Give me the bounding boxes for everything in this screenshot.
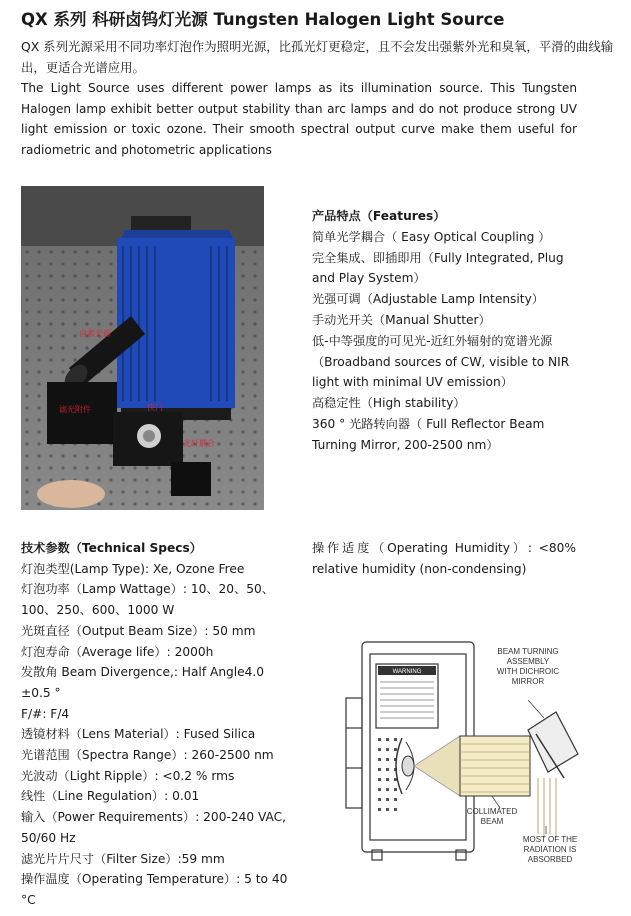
feature-item: 360 ° 光路转向器（ Full Reflector Beam Turning Mirror, 200-2500 nm）: [312, 416, 545, 452]
spec-item: 光波动（Light Ripple）: <0.2 % rms: [21, 768, 235, 783]
feature-item: 完全集成、即插即用（Fully Integrated, Plug and Play System）: [312, 250, 564, 286]
spec-item: 线性（Line Regulation）: 0.01: [21, 789, 200, 804]
spec-item: 光斑直径（Output Beam Size）: 50 mm: [21, 623, 256, 638]
beam-diagram: [332, 638, 594, 870]
feature-item: 高稳定性（High stability）: [312, 396, 466, 411]
feature-item: 低-中等强度的可见光-近红外辐射的宽谱光源（Broadband sources of CW, visible to NIR light with minimal UV emission）: [312, 333, 570, 390]
spec-item: 输入（Power Requirements）: 200-240 VAC, 50/60 Hz: [21, 810, 287, 845]
label-absorbed-3: ABSORBED: [527, 855, 573, 864]
label-collimated-2: BEAM: [480, 817, 504, 826]
photo-label-fiber-coupling: 光纤耦合: [183, 439, 215, 448]
features-heading: 产品特点（Features）: [312, 209, 446, 223]
intro-chinese: QX 系列光源采用不同功率灯泡作为照明光源，比孤光灯更稳定，且不会发出强紫外光和臭氧，平滑的曲线输出，更适合光谱应用。: [21, 39, 614, 75]
spec-item: 滤光片片尺寸（Filter Size）:59 mm: [21, 851, 225, 866]
label-absorbed-2: RADIATION IS: [523, 845, 577, 854]
feature-item: 简单光学耦合（ Easy Optical Coupling ）: [312, 229, 551, 244]
label-beam-turning-3: WITH DICHROIC: [496, 667, 560, 676]
spec-item: 灯泡类型(Lamp Type): Xe, Ozone Free: [21, 561, 245, 576]
feature-item: 手动光开关（Manual Shutter）: [312, 312, 491, 327]
label-absorbed-1: MOST OF THE: [522, 835, 578, 844]
label-collimated-1: COLLIMATED: [466, 807, 518, 816]
spec-item: F/#: F/4: [21, 706, 70, 721]
spec-item: 灯泡寿命（Average life）: 2000h: [21, 644, 214, 659]
specs-section: [21, 538, 293, 911]
warning-label: WARNING: [392, 669, 422, 675]
page-title: QX 系列 科研卤钨灯光源 Tungsten Halogen Light Source: [21, 10, 505, 29]
photo-label-filter: 滤光附件: [59, 405, 91, 414]
product-photo: [21, 186, 264, 510]
label-beam-turning-4: MIRROR: [511, 677, 545, 686]
feature-item: 光强可调（Adjustable Lamp Intensity）: [312, 292, 544, 307]
spec-item: 操作温度（Operating Temperature）: 5 to 40 °C: [21, 872, 288, 907]
photo-label-light-source: 卤素光源: [79, 329, 111, 338]
intro-english: The Light Source uses different power lamps as its illumination source. This Tungsten Halogen lamp exhibit better output stability than arc lamps and do not produce strong UV light emission or toxic ozone. Their smooth spectral output curve make them useful for radiometric and photometric applications: [21, 81, 577, 157]
label-beam-turning-1: BEAM TURNING: [497, 647, 559, 656]
spec-item: 透镜材料（Lens Material）: Fused Silica: [21, 727, 256, 742]
humidity-spec: 操作适度（Operating Humidity）: <80% relative humidity (non-condensing): [312, 541, 576, 576]
features-section: [312, 206, 576, 456]
beam-diagram-svg: [332, 638, 594, 870]
specs-heading: 技术参数（Technical Specs）: [21, 541, 202, 555]
label-beam-turning-2: ASSEMBLY: [506, 657, 550, 666]
spec-item: 灯泡功率（Lamp Wattage）: 10、20、50、100、250、600、1000 W: [21, 582, 274, 618]
light-source-illustration: [21, 186, 264, 510]
spec-item: 发散角 Beam Divergence,: Half Angle4.0 ±0.5 °: [21, 665, 265, 700]
photo-label-shutter: 快门: [147, 403, 163, 412]
spec-item: 光谱范围（Spectra Range）: 260-2500 nm: [21, 748, 274, 763]
